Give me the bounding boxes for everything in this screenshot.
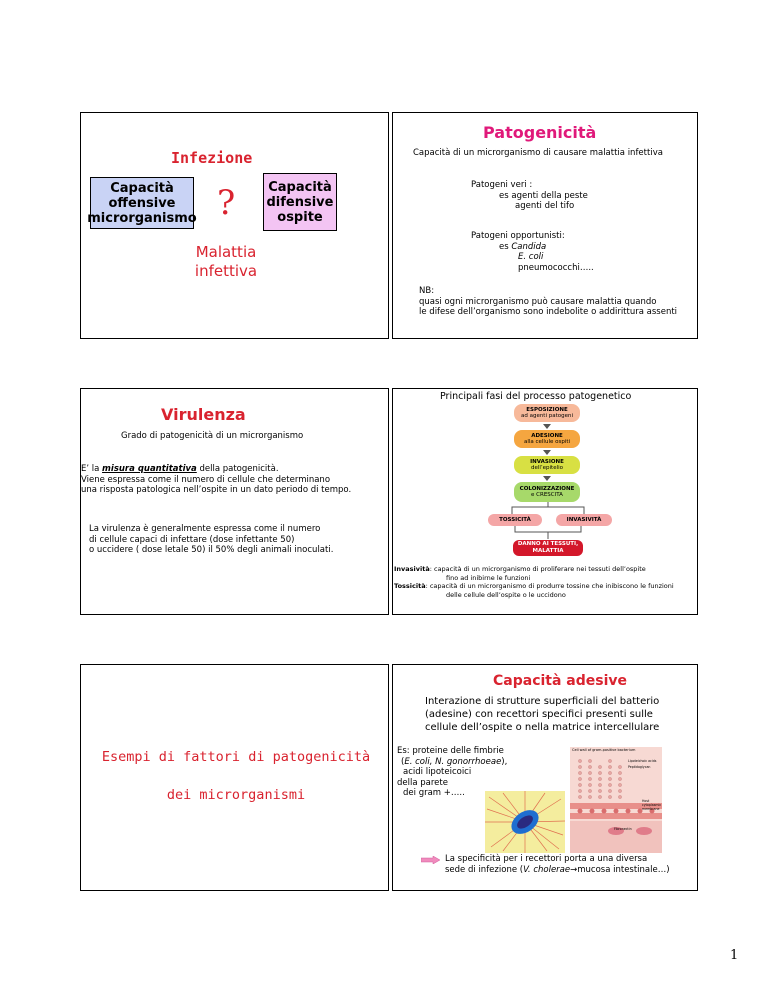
bacterium-image [485,791,565,853]
slide-esempi [80,664,389,891]
step-colonizzazione: COLONIZZAZIONE e CRESCITA [514,482,580,502]
step-invasione: INVASIONE dell’epitelio [514,456,580,474]
slide3-title: Virulenza [161,405,246,424]
step-esposizione: ESPOSIZIONE ad agenti patogeni [514,404,580,422]
slide6-title: Capacità adesive [493,673,628,689]
definition: Capacità di un microrganismo di causare malattia infettiva [413,148,663,158]
question-mark: ? [217,183,236,223]
virulenza-subtitle: Grado di patogenicità di un microrganismo [121,431,304,441]
pink-arrow-icon [421,856,441,864]
arrow-icon [543,450,551,455]
slide2-title: Patogenicità [483,123,597,142]
virulenza-p2: La virulenza è generalmente espressa come il numero di cellule capaci di infettare (dose infettante 50) o uccidere ( dose letale 50) il 50% degli animali inoculati. [89,524,334,555]
patogeni-veri: Patogeni veri : es agenti della peste agenti del tifo [471,180,588,211]
adesive-intro: Interazione di strutture superficiali del batterio (adesine) con recettori specifici presenti sulle cellule dell’ospite o nella matrice intercellulare [425,696,660,733]
malattia-label: Malattia infettiva [194,243,258,280]
slide-patogenicita [392,112,698,339]
merge-arrows-icon [488,526,608,540]
slide-infezione [80,112,389,339]
esempi-line2: dei microrganismi [166,787,306,803]
step-tossicita: TOSSICITÀ [488,514,542,526]
adesive-examples: Es: proteine delle fimbrie (E. coli, N. gonorrhoeae), acidi lipoteicoici della parete dei gram +….. [397,746,508,798]
specificity-note: La specificità per i recettori porta a una diversa sede di infezione (V. cholerae→mucosa intestinale…) [445,854,670,875]
virulenza-p1: E’ la misura quantitativa della patogenicità. Viene espressa come il numero di cellule che determinano una risposta patologica nell’ospite in un dato periodo di tempo. [81,464,352,495]
step-invasivita: INVASIVITÀ [556,514,612,526]
slide1-title: Infezione [171,149,253,167]
fasi-definitions: Invasività: capacità di un microrganismo di proliferare nei tessuti dell’ospite fino ad inibirne le funzioni Tossicità: capacità di un microrganismo di produrre tossine che inibiscono le funzioni delle cellule dell’ospite o le uccidono [394,565,674,599]
defensive-box: Capacità difensive ospite [263,173,337,231]
patogeni-opportunisti: Patogeni opportunisti: es Candida E. coli pneumococchi….. [471,231,594,273]
arrow-icon [543,476,551,481]
slide4-title: Principali fasi del processo patogenetico [440,391,632,402]
nb-note: NB: quasi ogni microrganismo può causare malattia quando le difese dell’organismo sono indebolite o addirittura assenti [419,286,678,317]
esempi-line1: Esempi di fattori di patogenicità [101,749,371,765]
cell-wall-diagram: Cell wall of gram-positive bacterium Lipoteichoic acids Peptidoglycan Host cytoplasmic membrane Fibronectin [570,747,662,853]
slide-capacita-adesive [392,664,698,891]
page-number: 1 [730,948,739,963]
arrow-icon [543,424,551,429]
step-danno: DANNO AI TESSUTI, MALATTIA [513,540,583,556]
offensive-box: Capacità offensive microrganismo [90,177,194,229]
step-adesione: ADESIONE alla cellule ospiti [514,430,580,448]
slide-virulenza [80,388,389,615]
